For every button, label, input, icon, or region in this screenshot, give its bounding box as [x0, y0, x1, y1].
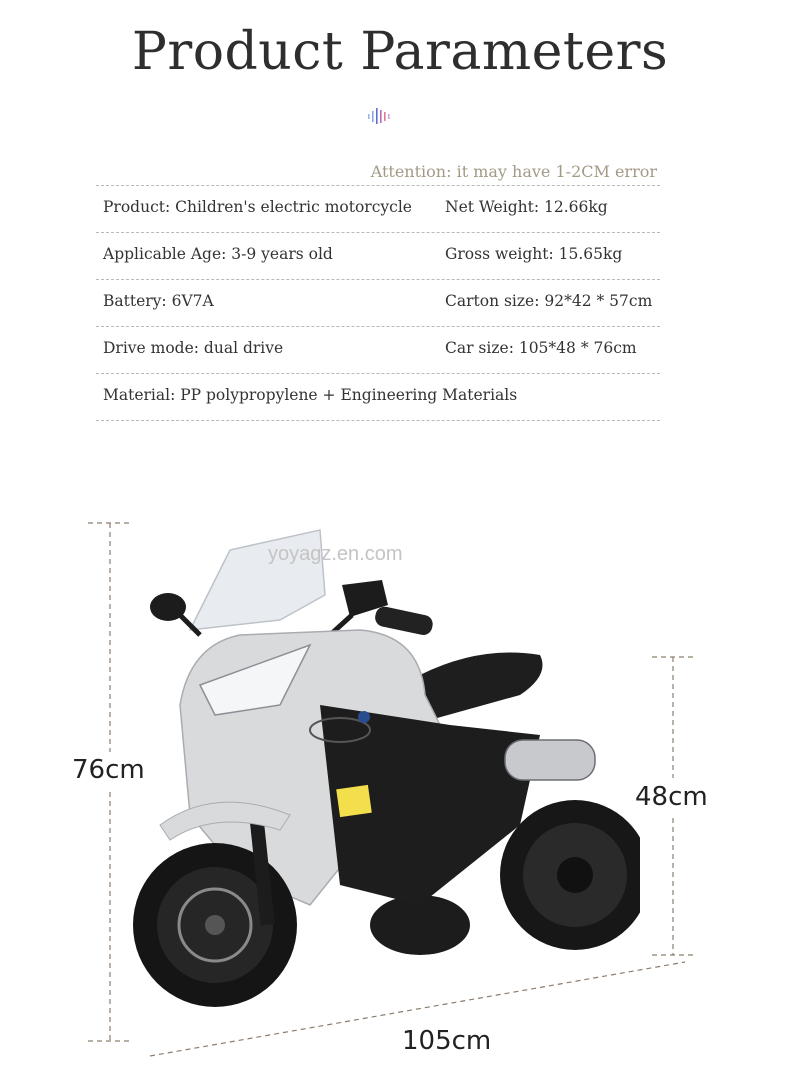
seat-height-label: 48cm [635, 782, 708, 812]
spec-battery: Battery: 6V7A [103, 292, 214, 310]
spec-car-size: Car size: 105*48 * 76cm [445, 339, 637, 357]
spec-product: Product: Children's electric motorcycle [103, 198, 412, 216]
spec-material: Material: PP polypropylene + Engineering Materials [103, 386, 518, 404]
page-title: Product Parameters [131, 22, 669, 82]
length-label: 105cm [402, 1026, 492, 1056]
spec-gross-weight: Gross weight: 15.65kg [445, 245, 623, 263]
spec-drive-mode: Drive mode: dual drive [103, 339, 284, 357]
spec-carton-size: Carton size: 92*42 * 57cm [445, 292, 653, 310]
spec-age: Applicable Age: 3-9 years old [103, 245, 333, 263]
motorcycle-image [120, 525, 640, 1025]
spec-net-weight: Net Weight: 12.66kg [445, 198, 608, 216]
height-label: 76cm [72, 755, 145, 785]
error-notice: Attention: it may have 1-2CM error [370, 162, 657, 181]
watermark: yoyagz.en.com [268, 543, 403, 565]
